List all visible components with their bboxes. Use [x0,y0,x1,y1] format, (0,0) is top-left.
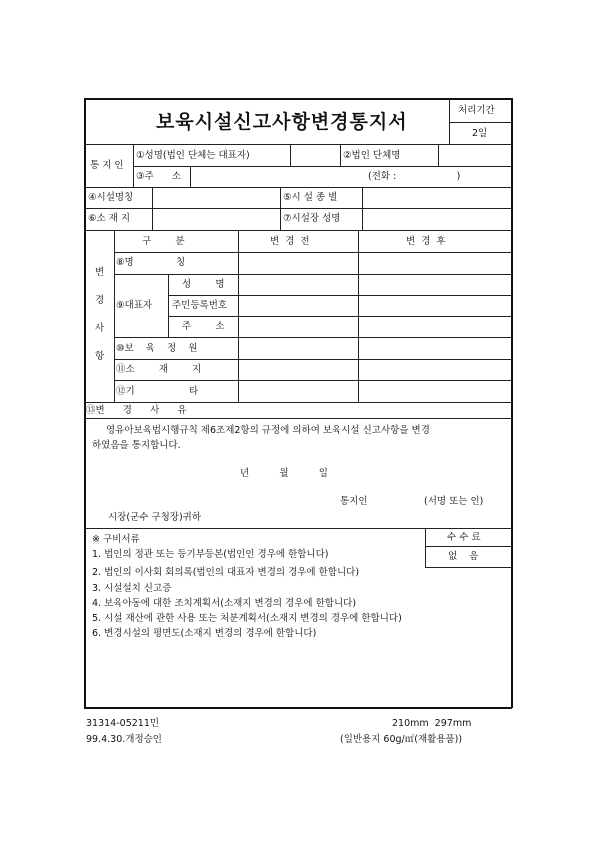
document-item-5: 5. 시설 재산에 관한 사용 또는 처분계획서(소재지 변경의 경우에 한합니다) [92,613,402,624]
notifier-phone-label: (전화 : ) [368,171,461,182]
changes-col-category: 구 분 [142,236,185,247]
capacity-row-bottom [114,359,511,360]
changes-side-char-2: 경 [95,295,105,306]
footer-paper: (일반용지 60g/㎡(재활용품)) [340,734,463,745]
title-divider [449,98,450,144]
changes-col-after: 변 경 후 [406,236,446,247]
footer-code: 31314-05211민 [86,718,160,729]
fee-box-left [425,528,426,567]
rep-row2-bottom [168,316,511,317]
notifier-bottom [84,187,512,188]
change-name-row: ⑧명 칭 [116,257,186,268]
facility-type-label: ⑤시 설 종 별 [283,192,338,203]
rep-row3-bottom [114,337,511,338]
changes-header-bottom [114,252,511,253]
title-row-bottom [84,144,512,145]
document-item-3: 3. 시설설치 신고증 [92,583,172,594]
frame-left [84,98,86,708]
change-reason-row: ⑬변 경 사 유 [86,405,187,416]
change-rep-addr: 주 소 [182,321,225,332]
document-item-1: 1. 법인의 정관 또는 등기부등본(법인인 경우에 한합니다) [92,549,329,560]
facility-bottom [84,230,512,231]
document-item-2: 2. 법인의 이사회 회의록(법인의 대표자 변경의 경우에 한합니다) [92,567,360,578]
fee-box-mid [425,546,511,547]
changes-side-char-4: 항 [95,351,105,362]
name-value-divider [340,144,341,166]
frame-top [84,98,512,100]
rep-row1-bottom [168,295,511,296]
changes-col-before: 변 경 전 [270,236,310,247]
document-item-6: 6. 변경시설의 평면도(소재지 변경의 경우에 한합니다) [92,628,317,639]
changes-side-divider [114,230,115,402]
facility-mid-divider [280,187,281,230]
document-item-4: 4. 보육아동에 대한 조치계획서(소재지 변경의 경우에 한합니다) [92,598,357,609]
change-rep-name: 성 명 [182,279,225,290]
change-rep-id: 주민등록번호 [172,300,228,311]
facility-label-divider [152,187,153,230]
processing-divider [449,122,511,123]
facility-right-label-divider [362,187,363,230]
notifier-name-label: ①성명(법인 단체는 대표자) [136,150,250,161]
notifier-label: 통 지 인 [90,160,124,171]
notifier-addr-label: ③주 소 [136,171,181,182]
reason-row-bottom [84,418,512,419]
fee-value: 없 음 [448,551,479,562]
frame-right [511,98,513,708]
form-title: 보육시설신고사항변경통지서 [156,111,408,133]
name-row-bottom [114,274,511,275]
change-capacity-row: ⑩보 육 정 원 [116,343,198,354]
addr-label-divider [190,166,191,187]
facility-name-label: ④시설명칭 [88,192,134,203]
notifier-org-label: ②법인 단체명 [343,150,401,161]
statement-signer: 통지인 [340,496,368,507]
footer-approval: 99.4.30.개정승인 [86,734,162,745]
facility-mid [84,208,512,209]
processing-period-value: 2일 [472,128,488,139]
location-row-bottom [114,380,511,381]
statement-addressee: 시장(군수 구청장)귀하 [108,512,202,523]
statement-date: 년 월 일 [240,468,328,479]
processing-period-label: 처리기간 [458,105,495,116]
other-row-bottom [84,402,512,403]
statement-bottom [84,528,512,529]
footer-size: 210mm 297mm [392,718,472,729]
changes-side-char-1: 변 [95,267,105,278]
statement-sign-note: (서명 또는 인) [424,496,484,507]
documents-heading: ※ 구비서류 [92,534,140,545]
name-label-divider [290,144,291,166]
notifier-label-divider [133,144,134,187]
facility-location-label: ⑥소 재 지 [88,213,131,224]
statement-line-2: 하였음을 통지합니다. [92,440,181,451]
changes-side-char-3: 사 [95,323,105,334]
org-label-divider [438,144,439,166]
change-rep-label: ⑨대표자 [116,300,153,311]
fee-label: 수 수 료 [447,532,481,543]
facility-head-label: ⑦시설장 성명 [283,213,341,224]
change-location-row: ⑪소 재 지 [116,364,202,375]
change-other-row: ⑫기 타 [116,386,199,397]
frame-bottom [84,707,512,709]
rep-sub-divider [168,274,169,337]
statement-line-1: 영유아보육법시행규칙 제6조제2항의 규정에 의하여 보육시설 신고사항을 변경 [106,425,430,436]
fee-box-bottom [425,567,511,568]
